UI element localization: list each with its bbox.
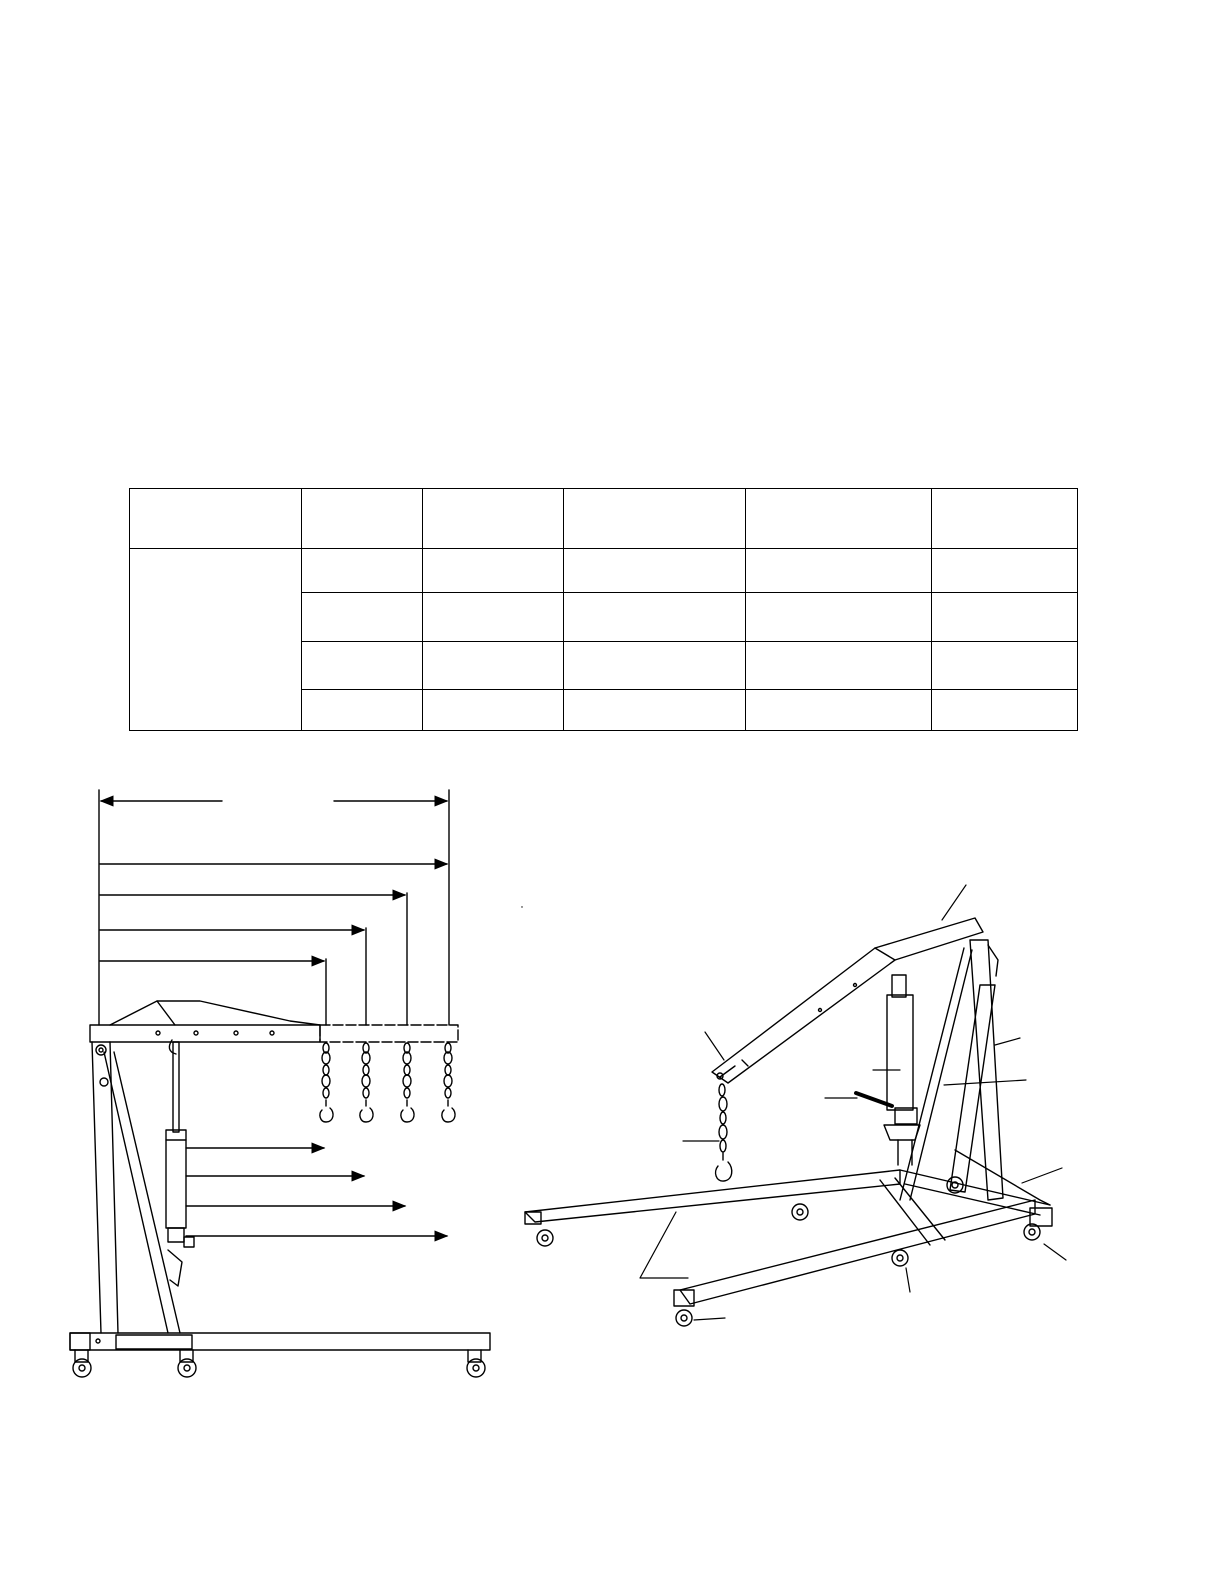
- perspective-mast: [900, 940, 1003, 1200]
- perspective-casters: [537, 1177, 1040, 1326]
- perspective-boom: [712, 918, 983, 1083]
- perspective-chain: [716, 1084, 732, 1181]
- perspective-legs: [525, 1150, 1052, 1306]
- callout-leaders: [640, 885, 1066, 1320]
- stray-dot: [521, 906, 522, 907]
